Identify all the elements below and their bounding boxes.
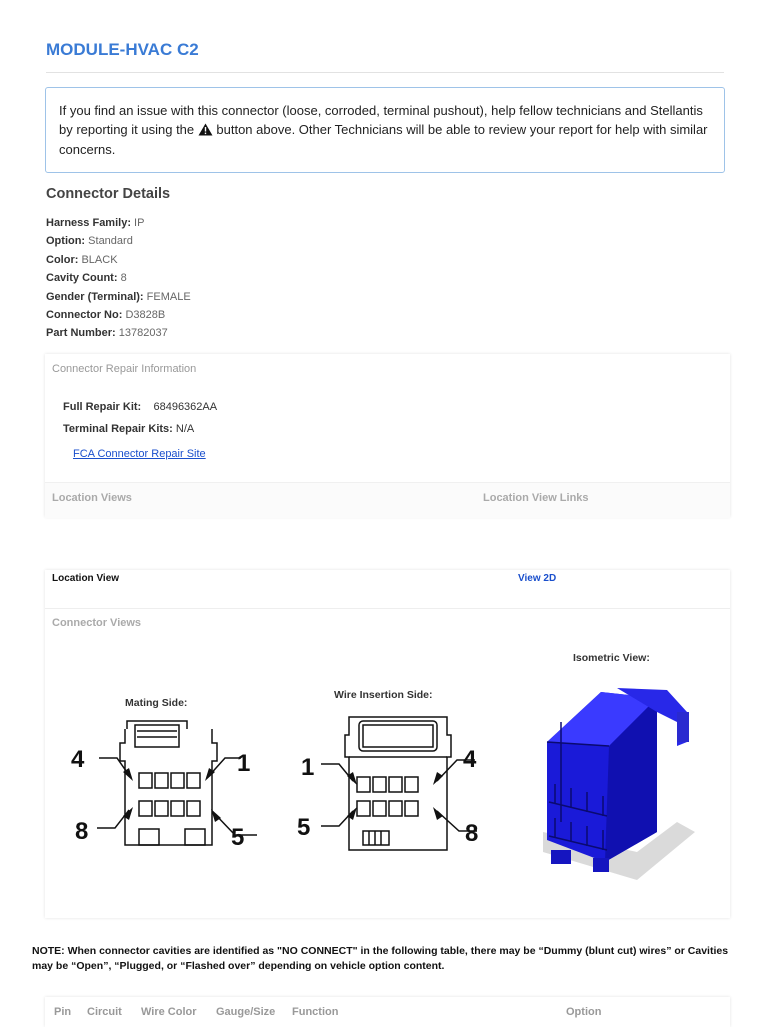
detail-row (46, 269, 191, 287)
pin-table-header (45, 997, 730, 1027)
page-title: MODULE-HVAC C2 (46, 40, 199, 59)
location-view-links-col: Location View Links (483, 492, 589, 504)
detail-value: IP (134, 217, 145, 229)
col-gauge-size: Gauge/Size (216, 1006, 276, 1018)
full-kit-label: Full Repair Kit: (63, 401, 142, 413)
mating-pin-1: 1 (237, 750, 251, 777)
detail-value: 8 (120, 272, 127, 285)
view-2d-link[interactable]: View 2D (518, 573, 557, 584)
isometric-view-label: Isometric View: (573, 652, 650, 664)
wire-pin-5: 5 (297, 814, 311, 841)
detail-value: D3828B (125, 309, 166, 322)
notice-text-after: button above. Other Technicians will be able to review your report for help with similar concerns. (59, 121, 708, 157)
detail-value: FEMALE (146, 290, 191, 303)
mating-side-label: Mating Side: (125, 697, 188, 709)
wire-insertion-side-diagram (297, 715, 487, 855)
detail-label: Harness Family: (46, 217, 131, 229)
detail-value: Standard (88, 235, 133, 248)
connector-views-divider (45, 608, 730, 609)
location-views-header (45, 482, 730, 518)
connector-details-heading: Connector Details (46, 186, 171, 202)
report-notice (45, 87, 725, 173)
wire-pin-4: 4 (463, 746, 477, 773)
notice-text-before: If you find an issue with this connector (loose, corroded, terminal pushout), help fellow technicians and Stellantis by reporting it using the (59, 103, 703, 137)
detail-label: Option: (46, 235, 86, 248)
detail-row (46, 306, 191, 324)
col-option: Option (566, 1006, 602, 1018)
wire-pin-8: 8 (465, 820, 479, 847)
detail-row (46, 232, 191, 250)
mating-pin-4: 4 (71, 746, 85, 773)
col-pin: Pin (54, 1006, 72, 1018)
warning-triangle-icon (198, 123, 213, 142)
repair-info-card (45, 354, 730, 517)
views-card (45, 570, 730, 918)
detail-row (46, 324, 191, 342)
wire-insertion-side-label: Wire Insertion Side: (334, 689, 433, 701)
wire-pin-1: 1 (301, 754, 315, 781)
detail-label: Cavity Count: (46, 272, 118, 285)
terminal-repair-kits (63, 423, 194, 435)
isometric-view-image (537, 682, 697, 892)
col-function: Function (292, 1006, 339, 1018)
detail-row (46, 251, 191, 269)
detail-value: 13782037 (118, 327, 168, 340)
terminal-kit-label: Terminal Repair Kits: (63, 423, 173, 435)
repair-info-heading: Connector Repair Information (52, 363, 197, 375)
title-divider (46, 72, 724, 73)
mating-pin-5: 5 (231, 824, 245, 851)
col-wire-color: Wire Color (141, 1006, 197, 1018)
terminal-kit-value: N/A (175, 423, 195, 435)
detail-row (46, 214, 191, 232)
location-view-label: Location View (52, 573, 120, 584)
mating-side-diagram (67, 715, 257, 855)
fca-repair-site-link[interactable]: FCA Connector Repair Site (73, 448, 206, 460)
col-circuit: Circuit (87, 1006, 122, 1018)
detail-label: Color: (46, 253, 79, 266)
detail-label: Gender (Terminal): (46, 290, 144, 303)
connector-views-heading: Connector Views (52, 617, 142, 629)
full-repair-kit (63, 401, 217, 413)
location-views-col: Location Views (52, 492, 132, 504)
full-kit-value: 68496362AA (153, 401, 218, 413)
mating-pin-8: 8 (75, 818, 89, 845)
connector-details-list (46, 214, 191, 343)
detail-row (46, 288, 191, 306)
no-connect-note: NOTE: When connector cavities are identified as "NO CONNECT" in the following table, there may be “Dummy (blunt cut) wires” or Cavities may be “Open”, “Plugged, or “Flashed over” depending on vehicle option content. (32, 945, 729, 972)
detail-value: BLACK (81, 253, 118, 266)
detail-label: Connector No: (46, 309, 123, 322)
detail-label: Part Number: (46, 327, 116, 340)
